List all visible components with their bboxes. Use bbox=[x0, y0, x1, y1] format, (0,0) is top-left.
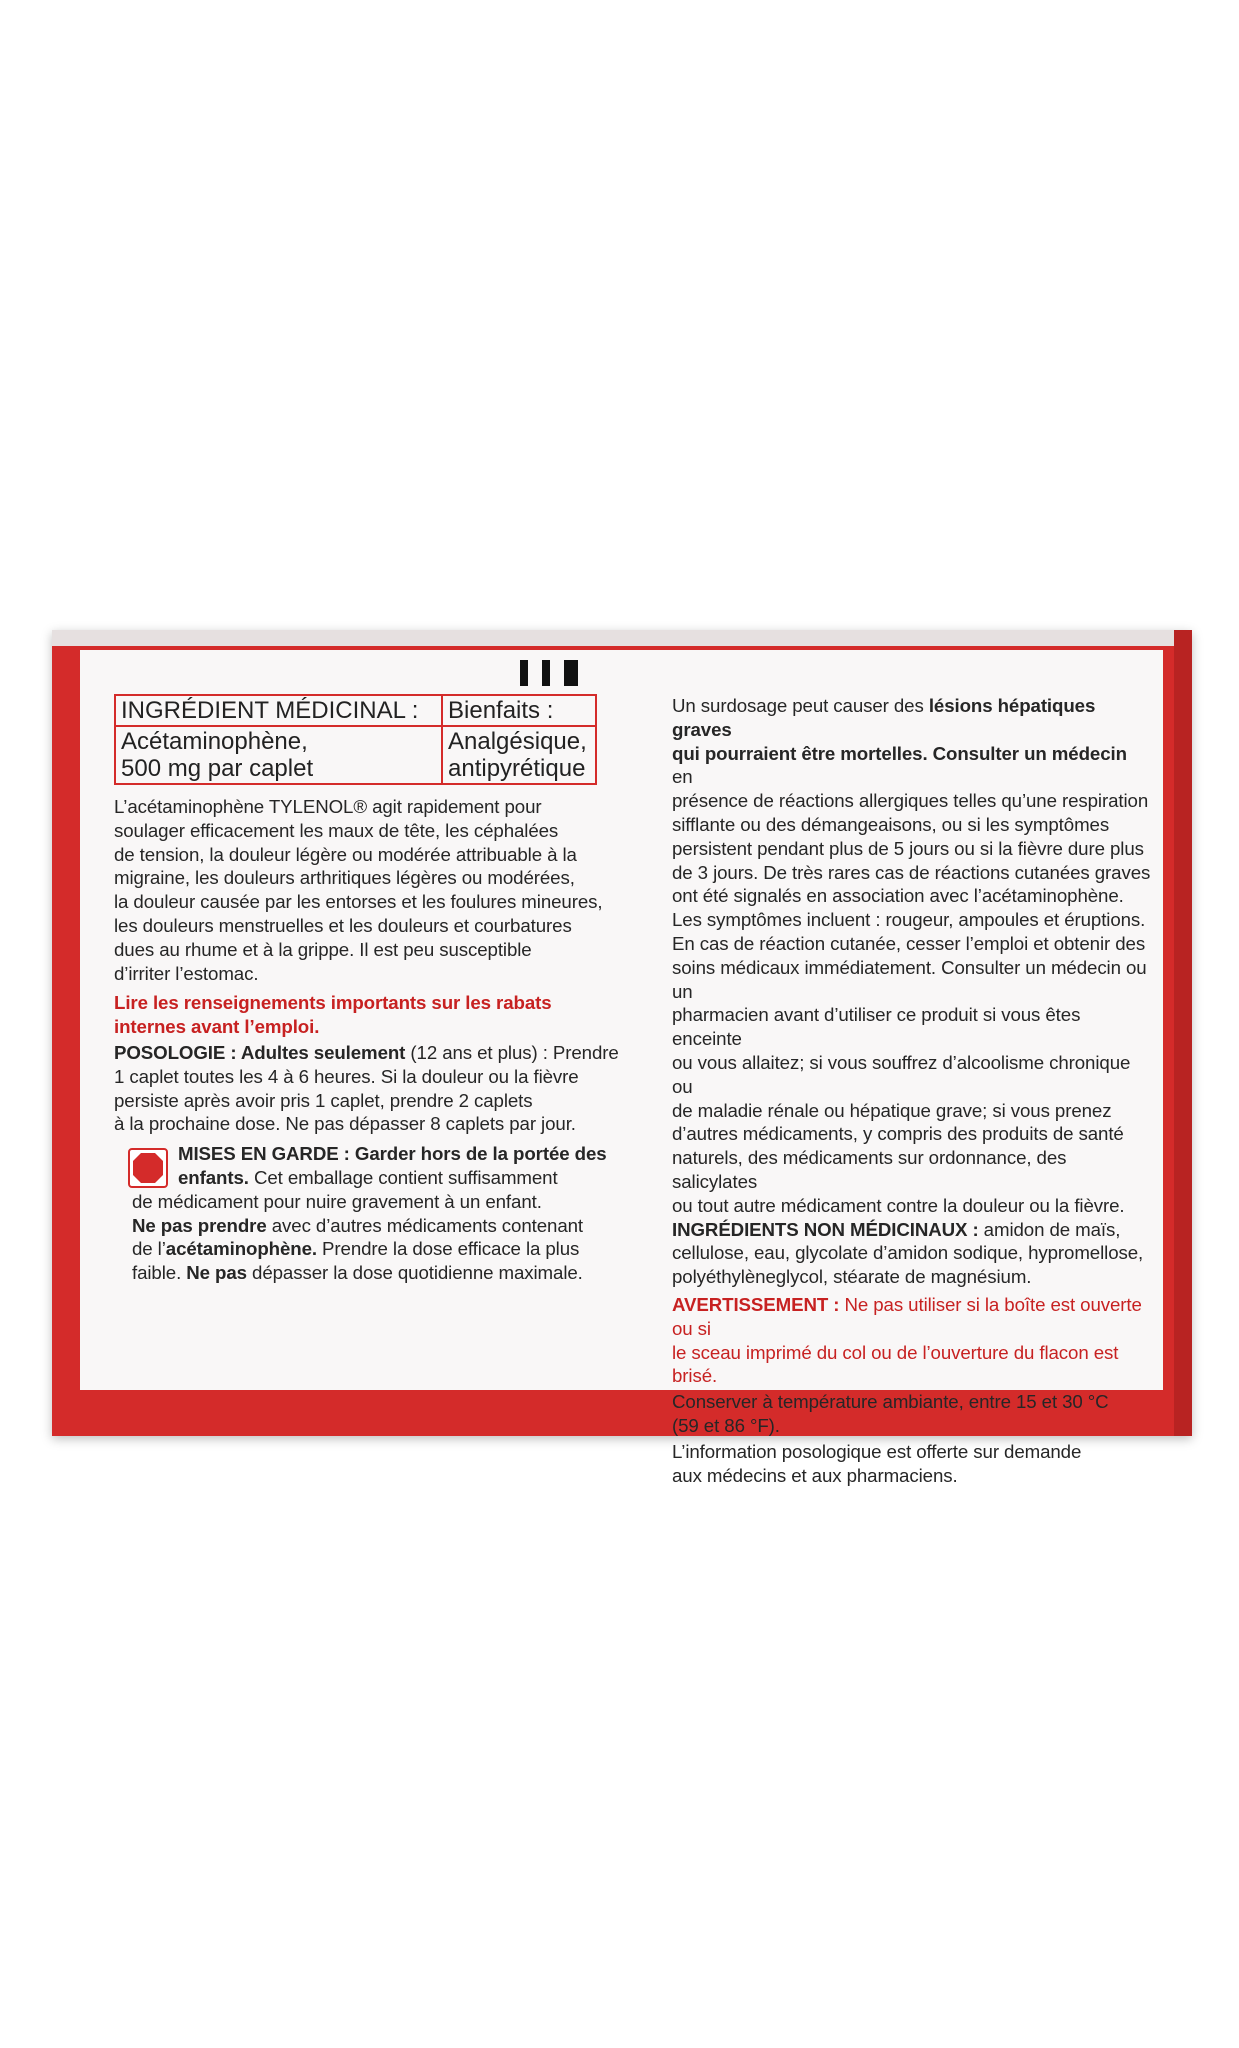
text-line: (59 et 86 °F). bbox=[672, 1414, 780, 1436]
text-line: Conserver à température ambiante, entre 15 et 30 °C bbox=[672, 1391, 1109, 1413]
table-header-ingredient: INGRÉDIENT MÉDICINAL : bbox=[115, 695, 442, 726]
text-line: de 3 jours. De très rares cas de réactions cutanées graves bbox=[672, 861, 1151, 883]
text-line: En cas de réaction cutanée, cesser l’emploi et obtenir des bbox=[672, 932, 1146, 954]
read-inserts-notice bbox=[114, 991, 634, 1039]
text-run: dépasser la dose quotidienne maximale. bbox=[246, 1262, 583, 1284]
text-run: de l’ bbox=[132, 1238, 166, 1260]
right-column bbox=[672, 694, 1152, 1487]
storage-notice bbox=[672, 1390, 1152, 1438]
warning-text bbox=[114, 1142, 634, 1190]
text-line: L’acétaminophène TYLENOL® agit rapidement pour bbox=[114, 796, 542, 817]
text-run: (12 ans et plus) : Prendre bbox=[405, 1041, 619, 1063]
text-line: sifflante ou des démangeaisons, ou si les symptômes bbox=[672, 813, 1110, 835]
text-run: avec d’autres médicaments contenant bbox=[266, 1214, 583, 1236]
text-run: Prendre la dose efficace la plus bbox=[316, 1238, 580, 1260]
text-line: L’information posologique est offerte sur demande bbox=[672, 1440, 1082, 1462]
caution-notice bbox=[672, 1293, 1152, 1388]
text-line: soins médicaux immédiatement. Consulter un médecin ou un bbox=[672, 956, 1147, 1002]
warnings-section bbox=[114, 1142, 634, 1285]
printer-mark bbox=[542, 660, 550, 686]
text-line: naturels, des médicaments sur ordonnance, des salicylates bbox=[672, 1147, 1067, 1192]
box-top-edge bbox=[52, 630, 1192, 646]
text-run: lésions hépatiques graves bbox=[672, 695, 1096, 740]
printer-mark bbox=[520, 660, 528, 686]
text-line: de maladie rénale ou hépatique grave; si vous prenez bbox=[672, 1099, 1112, 1121]
text-line: de tension, la douleur légère ou modérée attribuable à la bbox=[114, 843, 577, 865]
text-line: polyéthylèneglycol, stéarate de magnésium. bbox=[672, 1266, 1032, 1288]
warning-text-cont bbox=[114, 1190, 634, 1285]
text-run: enfants. bbox=[178, 1166, 249, 1188]
text-line: 1 caplet toutes les 4 à 6 heures. Si la douleur ou la fièvre bbox=[114, 1065, 579, 1087]
text-line: pharmacien avant d’utiliser ce produit si vous êtes enceinte bbox=[672, 1004, 1081, 1050]
text-run: Ne pas bbox=[186, 1262, 247, 1284]
text-line: à la prochaine dose. Ne pas dépasser 8 caplets par jour. bbox=[114, 1113, 576, 1135]
table-cell-benefits bbox=[442, 726, 596, 784]
text-line: Les symptômes incluent : rougeur, ampoules et éruptions. bbox=[672, 909, 1146, 931]
ingredient-name: Acétaminophène, bbox=[121, 728, 308, 755]
text-line: cellulose, eau, glycolate d’amidon sodique, hypromellose, bbox=[672, 1242, 1144, 1264]
text-line: persistent pendant plus de 5 jours ou si la fièvre dure plus bbox=[672, 837, 1144, 859]
warning-heading: MISES EN GARDE : Garder hors de la portée des bbox=[178, 1143, 607, 1165]
printer-mark bbox=[564, 660, 578, 686]
text-line: la douleur causée par les entorses et les foulures mineures, bbox=[114, 891, 603, 913]
overdose-paragraph bbox=[672, 694, 1152, 1218]
benefit-1: Analgésique, bbox=[448, 728, 587, 755]
label-panel bbox=[80, 650, 1163, 1486]
section-heading: INGRÉDIENTS NON MÉDICINAUX : bbox=[672, 1218, 979, 1240]
caution-heading: AVERTISSEMENT : bbox=[672, 1293, 840, 1315]
text-line: présence de réactions allergiques telles qu’une respiration bbox=[672, 790, 1149, 812]
intro-paragraph bbox=[114, 795, 634, 985]
medicine-box-back bbox=[52, 630, 1192, 1486]
text-run: en bbox=[672, 766, 693, 788]
non-medicinal-ingredients bbox=[672, 1218, 1152, 1289]
table-header-benefits: Bienfaits : bbox=[442, 695, 596, 726]
text-line: soulager efficacement les maux de tête, les céphalées bbox=[114, 819, 559, 841]
text-run: Ne pas prendre bbox=[132, 1214, 267, 1236]
text-run: acétaminophène. bbox=[165, 1238, 317, 1260]
text-line: internes avant l’emploi. bbox=[114, 1016, 320, 1038]
text-line: Lire les renseignements importants sur les rabats bbox=[114, 992, 552, 1014]
text-line: ou tout autre médicament contre la douleur ou la fièvre. bbox=[672, 1194, 1125, 1216]
box-side-edge bbox=[1174, 630, 1192, 1436]
dosing-info-notice bbox=[672, 1440, 1152, 1488]
text-line: d’autres médicaments, y compris des produits de santé bbox=[672, 1123, 1124, 1145]
text-line: d’irriter l’estomac. bbox=[114, 962, 259, 984]
text-run: Un surdosage peut causer des bbox=[672, 695, 929, 716]
text-line: le sceau imprimé du col ou de l’ouverture du flacon est brisé. bbox=[672, 1341, 1119, 1387]
text-line: ou vous allaitez; si vous souffrez d’alcoolisme chronique ou bbox=[672, 1051, 1131, 1097]
text-line: aux médecins et aux pharmaciens. bbox=[672, 1464, 958, 1486]
dosage-heading: POSOLOGIE : Adultes seulement bbox=[114, 1041, 406, 1063]
text-line: migraine, les douleurs arthritiques légères ou modérées, bbox=[114, 867, 575, 889]
dosage-section bbox=[114, 1041, 634, 1136]
text-line: de médicament pour nuire gravement à un enfant. bbox=[132, 1190, 542, 1212]
ingredient-table bbox=[114, 694, 597, 785]
stop-octagon-icon bbox=[128, 1148, 168, 1188]
text-line: les douleurs menstruelles et les douleurs et courbatures bbox=[114, 914, 572, 936]
text-line: persiste après avoir pris 1 caplet, prendre 2 caplets bbox=[114, 1089, 533, 1111]
left-column bbox=[114, 694, 634, 1285]
text-run: qui pourraient être mortelles. Consulter un médecin bbox=[672, 742, 1127, 764]
text-run: Cet emballage contient suffisamment bbox=[248, 1166, 558, 1188]
text-line: ont été signalés en association avec l’acétaminophène. bbox=[672, 885, 1124, 907]
ingredient-dose: 500 mg par caplet bbox=[121, 755, 314, 782]
text-run: amidon de maïs, bbox=[978, 1218, 1121, 1240]
table-cell-ingredient bbox=[115, 726, 442, 784]
text-run: faible. bbox=[132, 1262, 187, 1284]
benefit-2: antipyrétique bbox=[448, 755, 586, 782]
text-run: Ne pas utiliser si la boîte est ouverte ou si bbox=[672, 1293, 1142, 1339]
text-line: dues au rhume et à la grippe. Il est peu susceptible bbox=[114, 938, 532, 960]
